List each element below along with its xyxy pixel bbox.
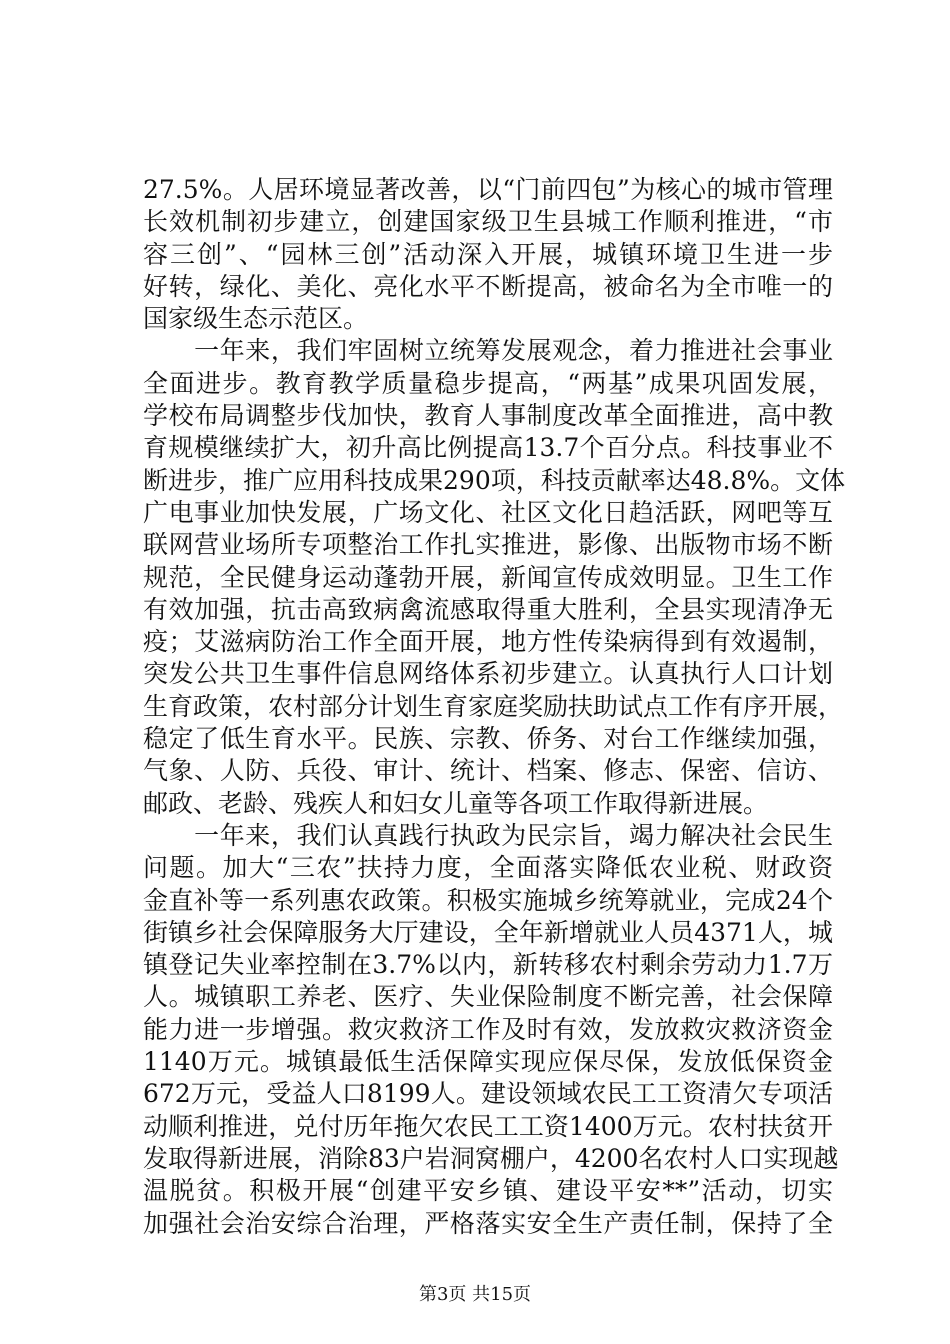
page-number-footer: 第3页 共15页 <box>418 1284 532 1305</box>
text-line: 能力进一步增强。救灾救济工作及时有效，发放救灾救济资金 <box>143 1014 833 1044</box>
text-line: 长效机制初步建立，创建国家级卫生县城工作顺利推进，“市 <box>143 207 833 237</box>
text-line: 学校布局调整步伐加快，教育人事制度改革全面推进，高中教 <box>143 401 833 431</box>
text-line: 温脱贫。积极开展“创建平安乡镇、建设平安**”活动，切实 <box>143 1176 833 1206</box>
text-line: 邮政、老龄、残疾人和妇女儿童等各项工作取得新进展。 <box>143 788 769 818</box>
text-line: 街镇乡社会保障服务大厅建设，全年新增就业人员4371人，城 <box>143 917 833 947</box>
text-line: 加强社会治安综合治理，严格落实安全生产责任制，保持了全 <box>143 1208 833 1238</box>
text-line: 镇登记失业率控制在3.7%以内，新转移农村剩余劳动力1.7万 <box>143 950 833 980</box>
text-line: 国家级生态示范区。 <box>143 304 369 334</box>
text-line: 突发公共卫生事件信息网络体系初步建立。认真执行人口计划 <box>143 659 833 689</box>
text-line: 生育政策，农村部分计划生育家庭奖励扶助试点工作有序开展， <box>143 691 844 721</box>
text-line: 气象、人防、兵役、审计、统计、档案、修志、保密、信访、 <box>143 756 833 786</box>
text-line: 发取得新进展，消除83户岩洞窝棚户，4200名农村人口实现越 <box>143 1143 839 1173</box>
text-line: 27.5%。人居环境显著改善，以“门前四包”为核心的城市管理 <box>143 175 833 204</box>
text-line: 一年来，我们认真践行执政为民宗旨，竭力解决社会民生 <box>143 820 833 850</box>
text-line: 动顺利推进，兑付历年拖欠农民工工资1400万元。农村扶贫开 <box>143 1111 833 1141</box>
text-line: 育规模继续扩大，初升高比例提高13.7个百分点。科技事业不 <box>143 433 833 463</box>
text-line: 容三创”、“园林三创”活动深入开展，城镇环境卫生进一步 <box>143 239 833 269</box>
text-line: 1140万元。城镇最低生活保障实现应保尽保，发放低保资金 <box>143 1047 833 1077</box>
text-line: 金直补等一系列惠农政策。积极实施城乡统筹就业，完成24个 <box>143 885 833 915</box>
text-line: 稳定了低生育水平。民族、宗教、侨务、对台工作继续加强， <box>143 724 833 754</box>
text-line: 广电事业加快发展，广场文化、社区文化日趋活跃，网吧等互 <box>143 497 833 527</box>
text-line: 规范，全民健身运动蓬勃开展，新闻宣传成效明显。卫生工作 <box>143 562 833 592</box>
text-line: 有效加强，抗击高致病禽流感取得重大胜利，全县实现清净无 <box>143 594 833 624</box>
text-line: 联网营业场所专项整治工作扎实推进，影像、出版物市场不断 <box>143 530 833 560</box>
text-line: 一年来，我们牢固树立统筹发展观念，着力推进社会事业 <box>143 336 833 366</box>
text-line: 人。城镇职工养老、医疗、失业保险制度不断完善，社会保障 <box>143 982 833 1012</box>
text-line: 断进步，推广应用科技成果290项，科技贡献率达48.8%。文体 <box>143 465 846 495</box>
text-line: 好转，绿化、美化、亮化水平不断提高，被命名为全市唯一的 <box>143 271 833 301</box>
text-line: 672万元，受益人口8199人。建设领域农民工工资清欠专项活 <box>143 1079 833 1109</box>
text-line: 全面进步。教育教学质量稳步提高，“两基”成果巩固发展， <box>143 368 833 398</box>
text-line: 问题。加大“三农”扶持力度，全面落实降低农业税、财政资 <box>143 853 833 883</box>
document-body <box>143 174 846 1240</box>
text-line: 疫；艾滋病防治工作全面开展，地方性传染病得到有效遏制， <box>143 627 833 657</box>
